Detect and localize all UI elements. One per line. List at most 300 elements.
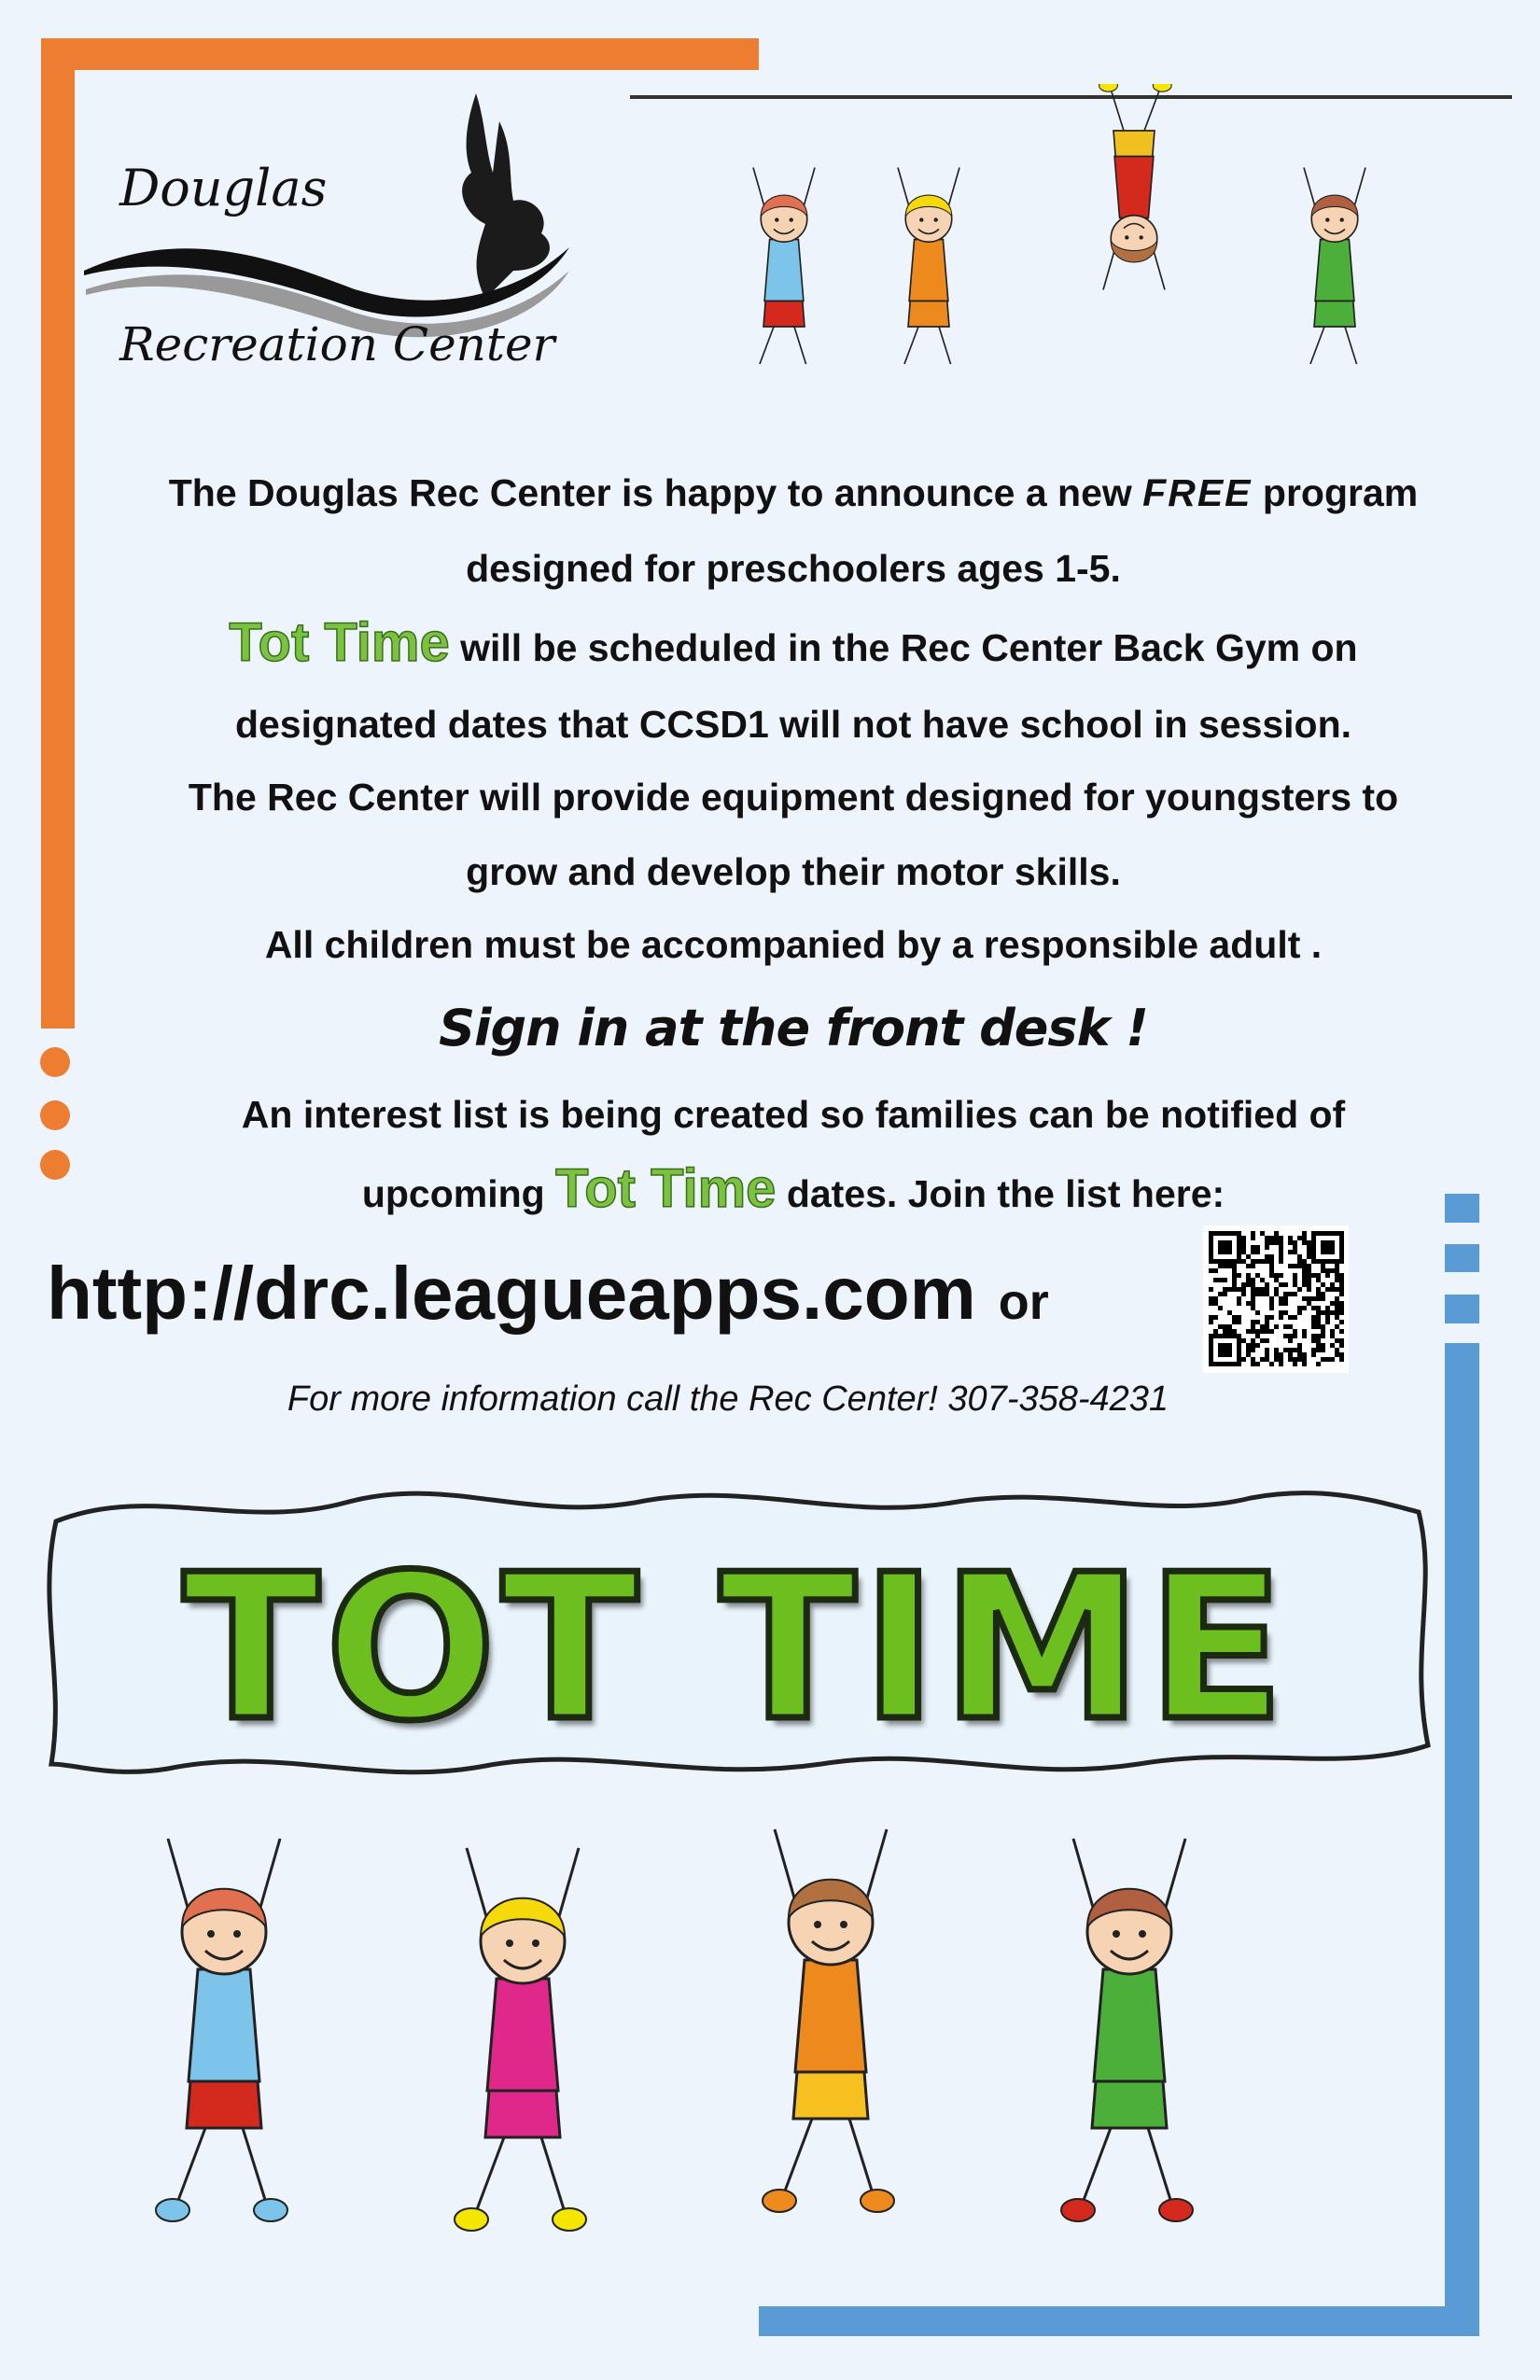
qr-module xyxy=(1297,1287,1302,1292)
qr-module xyxy=(1237,1245,1241,1250)
banner-title: TOT TIME xyxy=(182,1531,1291,1765)
qr-module xyxy=(1297,1352,1302,1357)
qr-module xyxy=(1237,1259,1241,1264)
qr-module xyxy=(1339,1254,1344,1259)
qr-module xyxy=(1321,1324,1325,1329)
qr-module xyxy=(1293,1292,1297,1296)
hanging-kids-illustration xyxy=(621,84,1517,364)
qr-module xyxy=(1325,1245,1330,1250)
qr-module xyxy=(1321,1292,1325,1296)
qr-module xyxy=(1265,1282,1269,1287)
announcement-line xyxy=(84,611,1503,674)
qr-module xyxy=(1255,1343,1260,1348)
contact-info: For more information call the Rec Center! 307-358-4231 xyxy=(287,1379,1169,1419)
qr-module xyxy=(1237,1338,1241,1343)
qr-module xyxy=(1209,1296,1213,1301)
qr-module xyxy=(1283,1282,1288,1287)
qr-module xyxy=(1269,1306,1274,1310)
qr-module xyxy=(1218,1231,1223,1236)
qr-module xyxy=(1283,1348,1288,1352)
qr-module xyxy=(1251,1250,1255,1254)
qr-module xyxy=(1223,1287,1227,1292)
qr-module xyxy=(1209,1362,1213,1366)
qr-module xyxy=(1279,1301,1283,1306)
qr-module xyxy=(1227,1250,1232,1254)
qr-module xyxy=(1209,1315,1213,1320)
qr-module xyxy=(1237,1287,1241,1292)
qr-module xyxy=(1311,1348,1316,1352)
qr-module xyxy=(1237,1343,1241,1348)
qr-module xyxy=(1223,1231,1227,1236)
qr-module xyxy=(1260,1292,1265,1296)
qr-module xyxy=(1279,1259,1283,1264)
qr-module xyxy=(1265,1315,1269,1320)
qr-module xyxy=(1227,1352,1232,1357)
qr-module xyxy=(1325,1273,1330,1278)
qr-module xyxy=(1335,1278,1339,1282)
qr-module xyxy=(1311,1320,1316,1324)
qr-module xyxy=(1330,1329,1335,1334)
qr-module xyxy=(1232,1264,1237,1268)
announcement-line xyxy=(84,471,1503,515)
qr-module xyxy=(1218,1245,1223,1250)
qr-module xyxy=(1237,1301,1241,1306)
qr-module xyxy=(1321,1282,1325,1287)
qr-module xyxy=(1218,1278,1223,1282)
qr-module xyxy=(1311,1273,1316,1278)
announcement-line: The Rec Center will provide equipment designed for youngsters to xyxy=(188,776,1399,819)
blue-frame-right xyxy=(1445,1343,1479,2336)
qr-module xyxy=(1279,1254,1283,1259)
qr-module xyxy=(1241,1292,1246,1296)
qr-module xyxy=(1279,1282,1283,1287)
tot-time-highlight: Tot Time xyxy=(555,1158,777,1219)
qr-module xyxy=(1209,1287,1213,1292)
qr-module xyxy=(1223,1259,1227,1264)
qr-module xyxy=(1241,1287,1246,1292)
qr-module xyxy=(1311,1236,1316,1240)
qr-module xyxy=(1274,1236,1279,1240)
qr-module xyxy=(1274,1278,1279,1282)
qr-module xyxy=(1302,1329,1307,1334)
qr-module xyxy=(1297,1236,1302,1240)
signup-link[interactable]: http://drc.leagueapps.com xyxy=(47,1252,976,1335)
qr-module xyxy=(1251,1320,1255,1324)
qr-module xyxy=(1321,1343,1325,1348)
qr-module xyxy=(1255,1320,1260,1324)
qr-module xyxy=(1339,1278,1344,1282)
qr-module xyxy=(1209,1338,1213,1343)
qr-module xyxy=(1269,1315,1274,1320)
kid-figure xyxy=(747,168,819,365)
qr-module xyxy=(1232,1334,1237,1338)
qr-module xyxy=(1246,1264,1251,1268)
qr-module xyxy=(1213,1334,1218,1338)
qr-module xyxy=(1335,1264,1339,1268)
qr-module xyxy=(1246,1343,1251,1348)
qr-module xyxy=(1274,1292,1279,1296)
qr-module xyxy=(1269,1264,1274,1268)
qr-module xyxy=(1265,1320,1269,1324)
qr-module xyxy=(1213,1296,1218,1301)
qr-module xyxy=(1339,1287,1344,1292)
qr-module xyxy=(1316,1306,1321,1310)
qr-module xyxy=(1232,1231,1237,1236)
qr-module xyxy=(1335,1352,1339,1357)
orange-frame-left xyxy=(41,38,75,1029)
qr-module xyxy=(1251,1362,1255,1366)
qr-module xyxy=(1321,1231,1325,1236)
qr-module xyxy=(1311,1250,1316,1254)
qr-module xyxy=(1321,1259,1325,1264)
qr-module xyxy=(1227,1240,1232,1245)
qr-module xyxy=(1209,1259,1213,1264)
qr-module xyxy=(1279,1357,1283,1362)
qr-module xyxy=(1288,1348,1293,1352)
qr-module xyxy=(1302,1352,1307,1357)
qr-module xyxy=(1251,1236,1255,1240)
qr-module xyxy=(1255,1362,1260,1366)
qr-module xyxy=(1316,1259,1321,1264)
qr-module xyxy=(1316,1231,1321,1236)
qr-module xyxy=(1311,1338,1316,1343)
orange-frame-top xyxy=(41,38,759,70)
qr-module xyxy=(1232,1268,1237,1273)
signup-link-row xyxy=(47,1251,1049,1337)
qr-module xyxy=(1302,1296,1307,1301)
qr-module xyxy=(1335,1310,1339,1315)
qr-module xyxy=(1335,1259,1339,1264)
qr-module xyxy=(1307,1301,1311,1306)
qr-module xyxy=(1260,1329,1265,1334)
qr-module xyxy=(1269,1329,1274,1334)
qr-module xyxy=(1213,1259,1218,1264)
qr-module xyxy=(1339,1250,1344,1254)
qr-module xyxy=(1227,1324,1232,1329)
announcement-line: All children must be accompanied by a responsible adult . xyxy=(264,923,1323,966)
qr-module xyxy=(1260,1278,1265,1282)
qr-module xyxy=(1246,1348,1251,1352)
qr-module xyxy=(1302,1268,1307,1273)
qr-module xyxy=(1274,1357,1279,1362)
qr-module xyxy=(1288,1338,1293,1343)
orange-dot xyxy=(40,1047,70,1077)
qr-module xyxy=(1251,1231,1255,1236)
qr-module xyxy=(1288,1240,1293,1245)
qr-module xyxy=(1302,1306,1307,1310)
qr-module xyxy=(1325,1259,1330,1264)
qr-module xyxy=(1325,1250,1330,1254)
qr-module xyxy=(1316,1324,1321,1329)
qr-module xyxy=(1293,1282,1297,1287)
qr-module xyxy=(1339,1306,1344,1310)
qr-module xyxy=(1330,1240,1335,1245)
qr-module xyxy=(1223,1348,1227,1352)
qr-module xyxy=(1227,1348,1232,1352)
qr-module xyxy=(1213,1362,1218,1366)
qr-module xyxy=(1213,1329,1218,1334)
qr-module xyxy=(1246,1301,1251,1306)
qr-module xyxy=(1209,1320,1213,1324)
qr-module xyxy=(1223,1343,1227,1348)
qr-module xyxy=(1274,1324,1279,1329)
qr-module xyxy=(1302,1264,1307,1268)
qr-module xyxy=(1279,1245,1283,1250)
qr-module xyxy=(1227,1231,1232,1236)
qr-module xyxy=(1339,1320,1344,1324)
qr-module xyxy=(1330,1357,1335,1362)
qr-module xyxy=(1302,1282,1307,1287)
blue-frame-bottom xyxy=(759,2306,1479,2336)
qr-module xyxy=(1279,1250,1283,1254)
qr-module xyxy=(1269,1254,1274,1259)
qr-module xyxy=(1213,1268,1218,1273)
qr-module xyxy=(1307,1254,1311,1259)
qr-module xyxy=(1339,1357,1344,1362)
qr-module xyxy=(1325,1268,1330,1273)
qr-module xyxy=(1330,1301,1335,1306)
qr-module xyxy=(1311,1334,1316,1338)
qr-module xyxy=(1307,1240,1311,1245)
qr-module xyxy=(1241,1282,1246,1287)
qr-module xyxy=(1218,1259,1223,1264)
qr-module xyxy=(1269,1301,1274,1306)
qr-module xyxy=(1307,1245,1311,1250)
qr-module xyxy=(1293,1329,1297,1334)
qr-module xyxy=(1223,1329,1227,1334)
qr-module xyxy=(1209,1254,1213,1259)
qr-module xyxy=(1316,1278,1321,1282)
qr-module xyxy=(1260,1357,1265,1362)
kid-figure xyxy=(1061,1839,1193,2221)
qr-module xyxy=(1311,1324,1316,1329)
qr-module xyxy=(1209,1268,1213,1273)
qr-module xyxy=(1260,1287,1265,1292)
qr-module xyxy=(1246,1278,1251,1282)
qr-module xyxy=(1293,1334,1297,1338)
qr-module xyxy=(1232,1287,1237,1292)
qr-module xyxy=(1260,1231,1265,1236)
qr-module xyxy=(1316,1287,1321,1292)
blue-square xyxy=(1445,1295,1479,1323)
qr-module xyxy=(1339,1231,1344,1236)
qr-module xyxy=(1246,1254,1251,1259)
qr-module xyxy=(1330,1282,1335,1287)
qr-module xyxy=(1302,1231,1307,1236)
kids-holding-banner-illustration xyxy=(84,1755,1297,2296)
qr-module xyxy=(1297,1254,1302,1259)
qr-module xyxy=(1321,1329,1325,1334)
qr-module xyxy=(1227,1259,1232,1264)
qr-module xyxy=(1316,1292,1321,1296)
qr-module xyxy=(1325,1231,1330,1236)
qr-module xyxy=(1237,1357,1241,1362)
qr-module xyxy=(1265,1236,1269,1240)
qr-module xyxy=(1274,1348,1279,1352)
qr-module xyxy=(1339,1292,1344,1296)
qr-module xyxy=(1321,1264,1325,1268)
qr-module xyxy=(1265,1352,1269,1357)
qr-module xyxy=(1335,1301,1339,1306)
qr-module xyxy=(1335,1287,1339,1292)
qr-module xyxy=(1288,1236,1293,1240)
qr-module xyxy=(1297,1259,1302,1264)
qr-module xyxy=(1288,1352,1293,1357)
qr-module xyxy=(1307,1287,1311,1292)
qr-module xyxy=(1265,1357,1269,1362)
qr-module xyxy=(1241,1259,1246,1264)
qr-module xyxy=(1316,1334,1321,1338)
qr-module xyxy=(1251,1287,1255,1292)
qr-module xyxy=(1237,1362,1241,1366)
tot-time-highlight: Tot Time xyxy=(229,612,450,673)
qr-module xyxy=(1339,1343,1344,1348)
qr-module xyxy=(1293,1264,1297,1268)
qr-module xyxy=(1218,1343,1223,1348)
qr-module xyxy=(1279,1240,1283,1245)
qr-module xyxy=(1307,1282,1311,1287)
qr-module xyxy=(1255,1273,1260,1278)
qr-module xyxy=(1316,1348,1321,1352)
qr-module xyxy=(1237,1254,1241,1259)
qr-module xyxy=(1339,1245,1344,1250)
qr-module xyxy=(1265,1254,1269,1259)
qr-module xyxy=(1209,1236,1213,1240)
qr-module xyxy=(1223,1334,1227,1338)
qr-module xyxy=(1293,1357,1297,1362)
qr-module xyxy=(1283,1292,1288,1296)
qr-module xyxy=(1288,1264,1293,1268)
qr-module xyxy=(1302,1273,1307,1278)
qr-module xyxy=(1246,1273,1251,1278)
qr-module xyxy=(1297,1357,1302,1362)
qr-module xyxy=(1209,1357,1213,1362)
qr-module xyxy=(1227,1287,1232,1292)
qr-module xyxy=(1269,1259,1274,1264)
text: will be scheduled in the Rec Center Back Gym on xyxy=(449,626,1358,669)
qr-module xyxy=(1325,1315,1330,1320)
qr-module xyxy=(1218,1292,1223,1296)
qr-module xyxy=(1330,1343,1335,1348)
qr-module xyxy=(1335,1306,1339,1310)
qr-module xyxy=(1218,1240,1223,1245)
qr-module xyxy=(1246,1282,1251,1287)
qr-module xyxy=(1209,1240,1213,1245)
qr-module xyxy=(1293,1273,1297,1278)
qr-module xyxy=(1279,1236,1283,1240)
qr-module xyxy=(1274,1352,1279,1357)
qr-module xyxy=(1321,1357,1325,1362)
announcement-line: designated dates that CCSD1 will not have school in session. xyxy=(234,703,1352,746)
qr-code[interactable] xyxy=(1203,1225,1349,1373)
qr-module xyxy=(1288,1250,1293,1254)
qr-module xyxy=(1274,1240,1279,1245)
qr-module xyxy=(1297,1264,1302,1268)
qr-module xyxy=(1227,1310,1232,1315)
qr-module xyxy=(1279,1296,1283,1301)
qr-module xyxy=(1269,1240,1274,1245)
qr-module xyxy=(1251,1357,1255,1362)
qr-module xyxy=(1274,1231,1279,1236)
qr-module xyxy=(1274,1287,1279,1292)
qr-module xyxy=(1311,1296,1316,1301)
qr-module xyxy=(1283,1296,1288,1301)
qr-module xyxy=(1237,1296,1241,1301)
logo-douglas: Douglas xyxy=(119,159,328,217)
qr-module xyxy=(1274,1273,1279,1278)
qr-module xyxy=(1293,1245,1297,1250)
qr-module xyxy=(1255,1245,1260,1250)
qr-module xyxy=(1321,1334,1325,1338)
qr-module xyxy=(1325,1306,1330,1310)
qr-module xyxy=(1297,1343,1302,1348)
qr-module xyxy=(1241,1250,1246,1254)
qr-module xyxy=(1218,1324,1223,1329)
qr-module xyxy=(1223,1362,1227,1366)
qr-module xyxy=(1335,1324,1339,1329)
qr-module xyxy=(1302,1357,1307,1362)
qr-module xyxy=(1237,1250,1241,1254)
qr-module xyxy=(1283,1334,1288,1338)
qr-module xyxy=(1237,1236,1241,1240)
orange-dot xyxy=(40,1100,70,1130)
qr-module xyxy=(1255,1329,1260,1334)
qr-module xyxy=(1330,1310,1335,1315)
qr-module xyxy=(1283,1310,1288,1315)
qr-module xyxy=(1339,1310,1344,1315)
qr-module xyxy=(1255,1287,1260,1292)
logo-recreation-center: Recreation Center xyxy=(119,317,555,371)
qr-module xyxy=(1302,1259,1307,1264)
qr-module xyxy=(1237,1320,1241,1324)
qr-module xyxy=(1255,1250,1260,1254)
qr-module xyxy=(1251,1324,1255,1329)
qr-module xyxy=(1265,1329,1269,1334)
qr-module xyxy=(1251,1292,1255,1296)
qr-module xyxy=(1265,1240,1269,1245)
qr-module xyxy=(1218,1334,1223,1338)
qr-module xyxy=(1288,1315,1293,1320)
text: dates. Join the list here: xyxy=(776,1172,1225,1215)
qr-module xyxy=(1269,1362,1274,1366)
qr-module xyxy=(1265,1245,1269,1250)
orange-dot xyxy=(40,1150,70,1180)
qr-module xyxy=(1316,1296,1321,1301)
qr-module xyxy=(1251,1296,1255,1301)
qr-module xyxy=(1209,1352,1213,1357)
qr-module xyxy=(1251,1338,1255,1343)
qr-module xyxy=(1223,1324,1227,1329)
qr-module xyxy=(1325,1287,1330,1292)
qr-module xyxy=(1293,1250,1297,1254)
qr-module xyxy=(1232,1329,1237,1334)
qr-module xyxy=(1251,1264,1255,1268)
qr-module xyxy=(1232,1278,1237,1282)
qr-module xyxy=(1330,1334,1335,1338)
qr-module xyxy=(1227,1264,1232,1268)
qr-module xyxy=(1311,1352,1316,1357)
qr-module xyxy=(1330,1245,1335,1250)
qr-module xyxy=(1316,1362,1321,1366)
qr-module xyxy=(1251,1343,1255,1348)
kid-figure xyxy=(1297,168,1370,365)
qr-module xyxy=(1293,1240,1297,1245)
qr-module xyxy=(1251,1282,1255,1287)
qr-module xyxy=(1311,1240,1316,1245)
qr-module xyxy=(1293,1362,1297,1366)
qr-module xyxy=(1339,1301,1344,1306)
qr-module xyxy=(1311,1315,1316,1320)
